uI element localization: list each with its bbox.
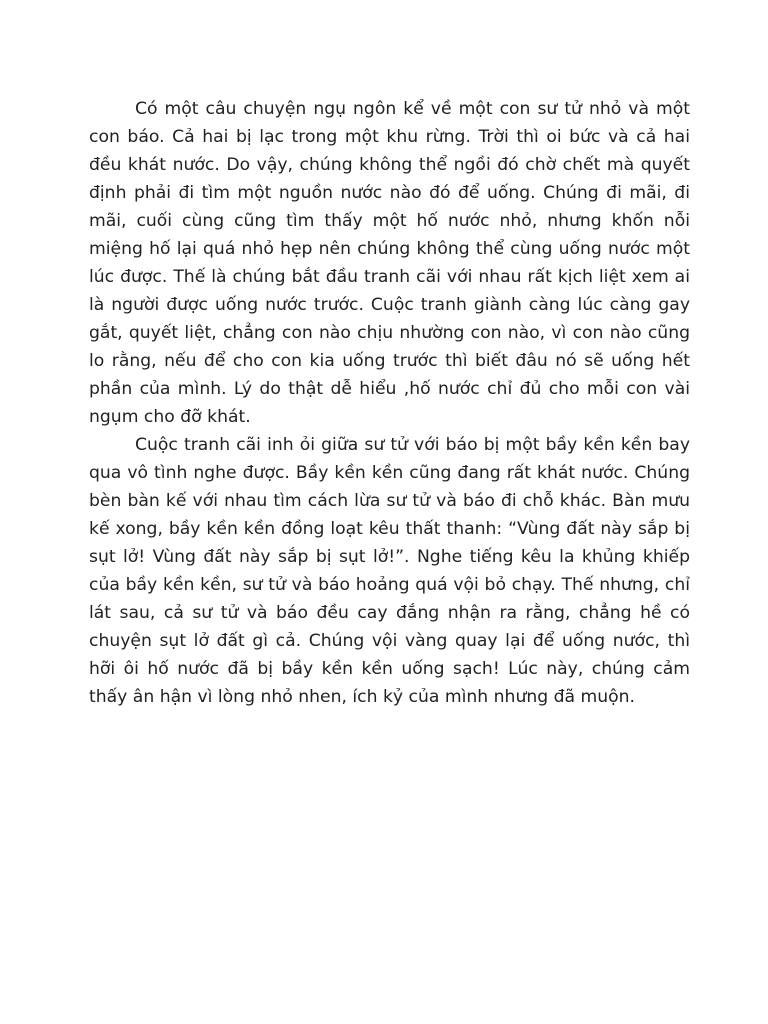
paragraph-2: Cuộc tranh cãi inh ỏi giữa sư tử với báo bị một bầy kền kền bay qua vô tình nghe được. Bầy kền kền cũng đang rất khát nước. Chúng bèn bàn kế với nhau tìm cách lừa sư tử và báo đi chỗ khác. Bàn mưu kế xong, bầy kền kền đồng loạt kêu thất thanh: “Vùng đất này sắp bị sụt lở! Vùng đất này sắp bị sụt lở!”. Nghe tiếng kêu la khủng khiếp của bầy kền kền, sư tử và báo hoảng quá vội bỏ chạy. Thế nhưng, chỉ lát sau, cả sư tử và báo đều cay đắng nhận ra rằng, chẳng hề có chuyện sụt lở đất gì cả. Chúng vội vàng quay lại để uống nước, thì hỡi ôi hố nước đã bị bầy kền kền uống sạch! Lúc này, chúng cảm thấy ân hận vì lòng nhỏ nhen, ích kỷ của mình nhưng đã muộn. <box>89 435 690 707</box>
paragraph-1: Có một câu chuyện ngụ ngôn kể về một con sư tử nhỏ và một con báo. Cả hai bị lạc trong một khu rừng. Trời thì oi bức và cả hai đều khát nước. Do vậy, chúng không thể ngồi đó chờ chết mà quyết định phải đi tìm một nguồn nước nào đó để uống. Chúng đi mãi, đi mãi, cuối cùng cũng tìm thấy một hố nước nhỏ, nhưng khốn nỗi miệng hố lại quá nhỏ hẹp nên chúng không thể cùng uống nước một lúc được. Thế là chúng bắt đầu tranh cãi với nhau rất kịch liệt xem ai là người được uống nước trước. Cuộc tranh giành càng lúc càng gay gắt, quyết liệt, chẳng con nào chịu nhường con nào, vì con nào cũng lo rằng, nếu để cho con kia uống trước thì biết đâu nó sẽ uống hết phần của mình. Lý do thật dễ hiểu ,hố nước chỉ đủ cho mỗi con vài ngụm cho đỡ khát. <box>89 99 690 427</box>
story-text <box>89 95 690 711</box>
